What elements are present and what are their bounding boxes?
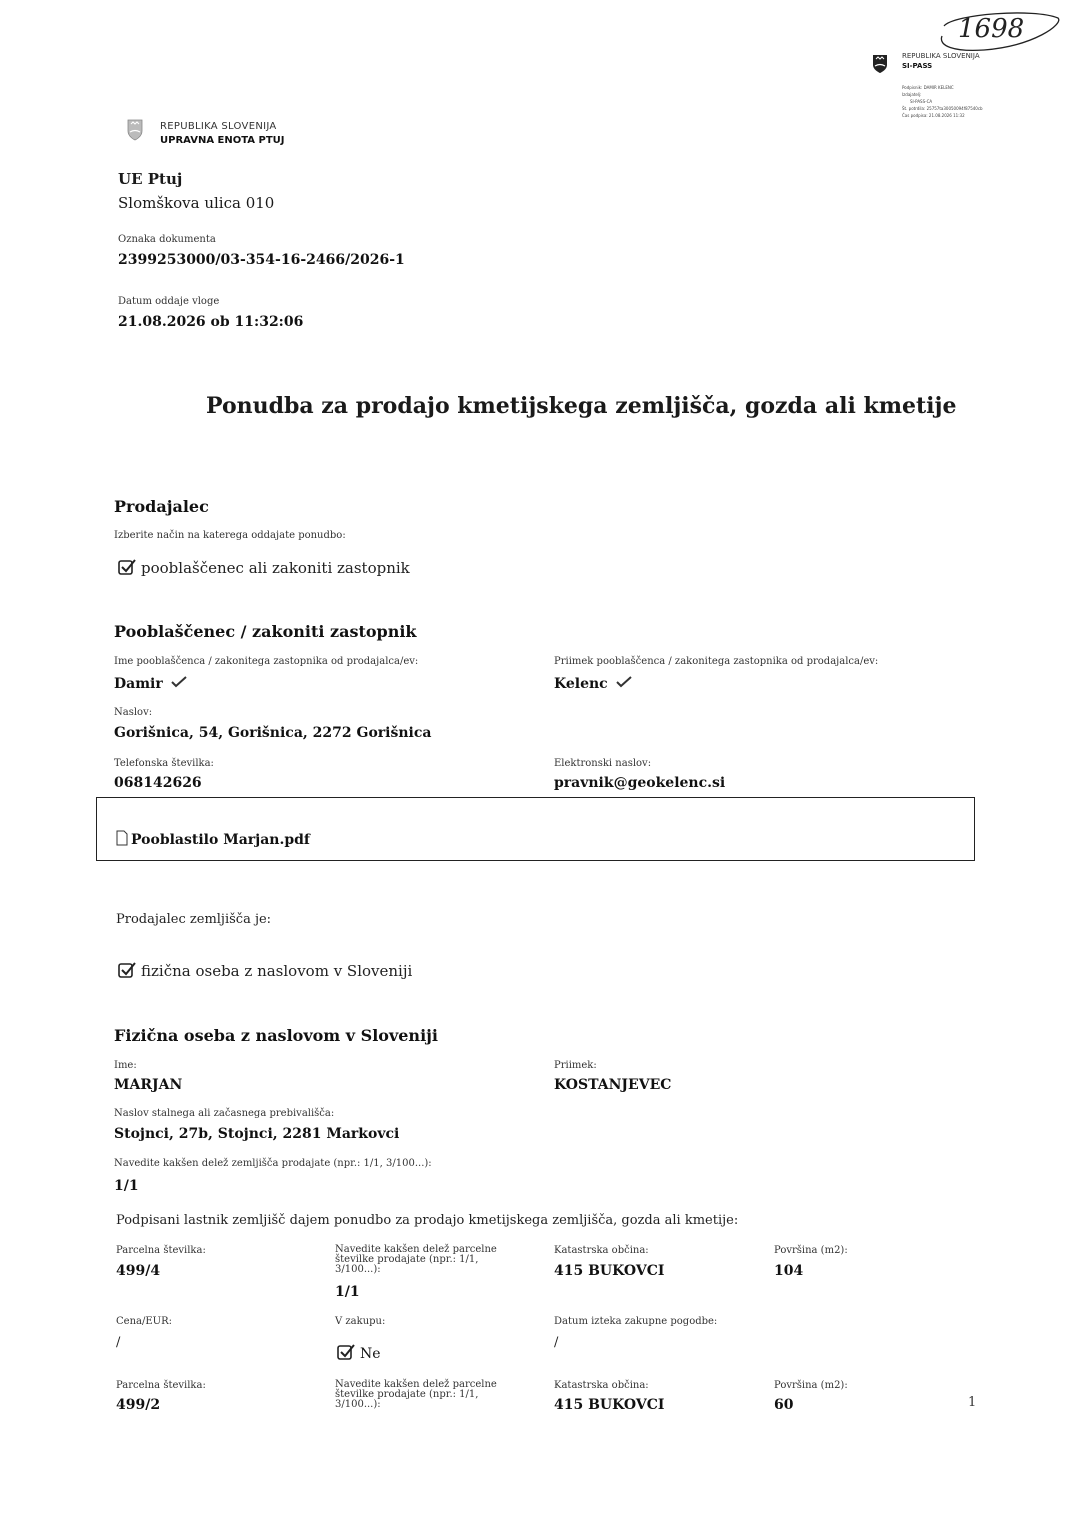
seller-title: Prodajalec xyxy=(114,497,209,516)
file-icon xyxy=(116,830,128,846)
proxy-address-label: Naslov: xyxy=(114,707,153,718)
offer-statement: Podpisani lastnik zemljišč dajem ponudbo za prodajo kmetijskega zemljišča, gozda ali kmetije: xyxy=(116,1213,739,1228)
proxy-address-value: Gorišnica, 54, Gorišnica, 2272 Gorišnica xyxy=(114,725,432,741)
handwritten-number: 1698 xyxy=(958,14,1025,44)
page-title: Ponudba za prodajo kmetijskega zemljišča, gozda ali kmetije xyxy=(206,393,957,419)
parcel-share-label: Navedite kakšen delež parcelne številke prodajate (npr.: 1/1, 3/100...): xyxy=(335,1379,497,1410)
checkbox-checked-icon xyxy=(118,961,136,979)
stamp-detail-line: Podpisnik: DAMIR KELENC xyxy=(902,85,954,90)
person-share-label: Navedite kakšen delež zemljišča prodajate (npr.: 1/1, 3/100...): xyxy=(114,1158,432,1169)
doc-id-value: 2399253000/03-354-16-2466/2026-1 xyxy=(118,252,405,268)
page-number: 1 xyxy=(968,1395,977,1410)
parcel-area-label: Površina (m2): xyxy=(774,1245,848,1256)
person-last-label: Priimek: xyxy=(554,1060,597,1071)
verified-check-icon xyxy=(171,676,187,688)
seller-type-value: fizična oseba z naslovom v Sloveniji xyxy=(141,962,413,980)
stamp-detail-line: Čas podpisa: 21.08.2026 11:32 xyxy=(902,113,965,118)
person-last-value: KOSTANJEVEC xyxy=(554,1077,672,1093)
proxy-phone-value: 068142626 xyxy=(114,775,202,791)
coat-of-arms-icon xyxy=(126,118,144,146)
parcel-ko-value: 415 BUKOVCI xyxy=(554,1263,665,1279)
parcel-number-value: 499/4 xyxy=(116,1263,161,1279)
attachment-file[interactable] xyxy=(116,830,310,848)
parcel-number-label: Parcelna številka: xyxy=(116,1245,206,1256)
person-share-value: 1/1 xyxy=(114,1178,139,1194)
attachment-name: Pooblastilo Marjan.pdf xyxy=(131,832,310,848)
proxy-phone-label: Telefonska številka: xyxy=(114,758,214,769)
seller-type-label: Prodajalec zemljišča je: xyxy=(116,912,272,927)
stamp-detail-line: Št. potrdila: 25757ta30050094f87540cb xyxy=(902,106,983,111)
doc-date-value: 21.08.2026 ob 11:32:06 xyxy=(118,314,304,330)
recipient-address: Slomškova ulica 010 xyxy=(118,194,275,212)
proxy-first-label: Ime pooblaščenca / zakonitega zastopnika od prodajalca/ev: xyxy=(114,656,419,667)
parcel-ko-value: 415 BUKOVCI xyxy=(554,1397,665,1413)
proxy-title: Pooblaščenec / zakoniti zastopnik xyxy=(114,622,417,641)
parcel-area-value: 104 xyxy=(774,1263,804,1279)
verified-check-icon xyxy=(616,676,632,688)
attachment-box xyxy=(96,797,975,861)
recipient-name: UE Ptuj xyxy=(118,170,183,188)
person-first-value: MARJAN xyxy=(114,1077,183,1093)
stamp-line2: SI-PASS xyxy=(902,62,933,70)
doc-id-label: Oznaka dokumenta xyxy=(118,234,216,245)
seller-mode-option xyxy=(118,558,410,577)
parcel-lease-option xyxy=(337,1343,381,1362)
seller-type-option xyxy=(118,961,412,980)
seller-mode-value: pooblaščenec ali zakoniti zastopnik xyxy=(141,559,410,577)
proxy-last-value xyxy=(554,676,632,692)
parcel-share-value: 1/1 xyxy=(335,1284,360,1300)
checkbox-checked-icon xyxy=(337,1343,355,1361)
parcel-price-value: / xyxy=(116,1335,121,1350)
parcel-lease-label: V zakupu: xyxy=(335,1316,386,1327)
person-title: Fizična oseba z naslovom v Sloveniji xyxy=(114,1026,439,1045)
parcel-ko-label: Katastrska občina: xyxy=(554,1245,649,1256)
seller-mode-label: Izberite način na katerega oddajate ponudbo: xyxy=(114,530,346,541)
parcel-lease-value: Ne xyxy=(360,1346,381,1362)
proxy-first-text: Damir xyxy=(114,676,163,692)
parcel-lease-end-label: Datum izteka zakupne pogodbe: xyxy=(554,1316,718,1327)
header-office: UPRAVNA ENOTA PTUJ xyxy=(160,135,285,146)
parcel-area-value: 60 xyxy=(774,1397,794,1413)
stamp-coat-of-arms-icon xyxy=(872,54,888,78)
header-country: REPUBLIKA SLOVENIJA xyxy=(160,121,277,132)
proxy-last-text: Kelenc xyxy=(554,676,608,692)
stamp-details xyxy=(902,84,983,119)
person-first-label: Ime: xyxy=(114,1060,137,1071)
doc-date-label: Datum oddaje vloge xyxy=(118,296,220,307)
checkbox-checked-icon xyxy=(118,558,136,576)
stamp-detail-line: SI-PASS-CA xyxy=(910,99,933,104)
proxy-email-label: Elektronski naslov: xyxy=(554,758,652,769)
parcel-share-label: Navedite kakšen delež parcelne številke prodajate (npr.: 1/1, 3/100...): xyxy=(335,1244,497,1275)
parcel-lease-end-value: / xyxy=(554,1335,559,1350)
parcel-number-value: 499/2 xyxy=(116,1397,161,1413)
parcel-number-label: Parcelna številka: xyxy=(116,1380,206,1391)
person-address-value: Stojnci, 27b, Stojnci, 2281 Markovci xyxy=(114,1126,400,1142)
stamp-detail-line: Izdajatelj: xyxy=(902,92,922,97)
proxy-email-value[interactable]: pravnik@geokelenc.si xyxy=(554,775,726,791)
parcel-area-label: Površina (m2): xyxy=(774,1380,848,1391)
parcel-price-label: Cena/EUR: xyxy=(116,1316,172,1327)
proxy-last-label: Priimek pooblaščenca / zakonitega zastopnika od prodajalca/ev: xyxy=(554,656,879,667)
person-address-label: Naslov stalnega ali začasnega prebivališča: xyxy=(114,1108,335,1119)
proxy-first-value xyxy=(114,676,187,692)
parcel-ko-label: Katastrska občina: xyxy=(554,1380,649,1391)
stamp-line1: REPUBLIKA SLOVENIJA xyxy=(902,52,980,60)
